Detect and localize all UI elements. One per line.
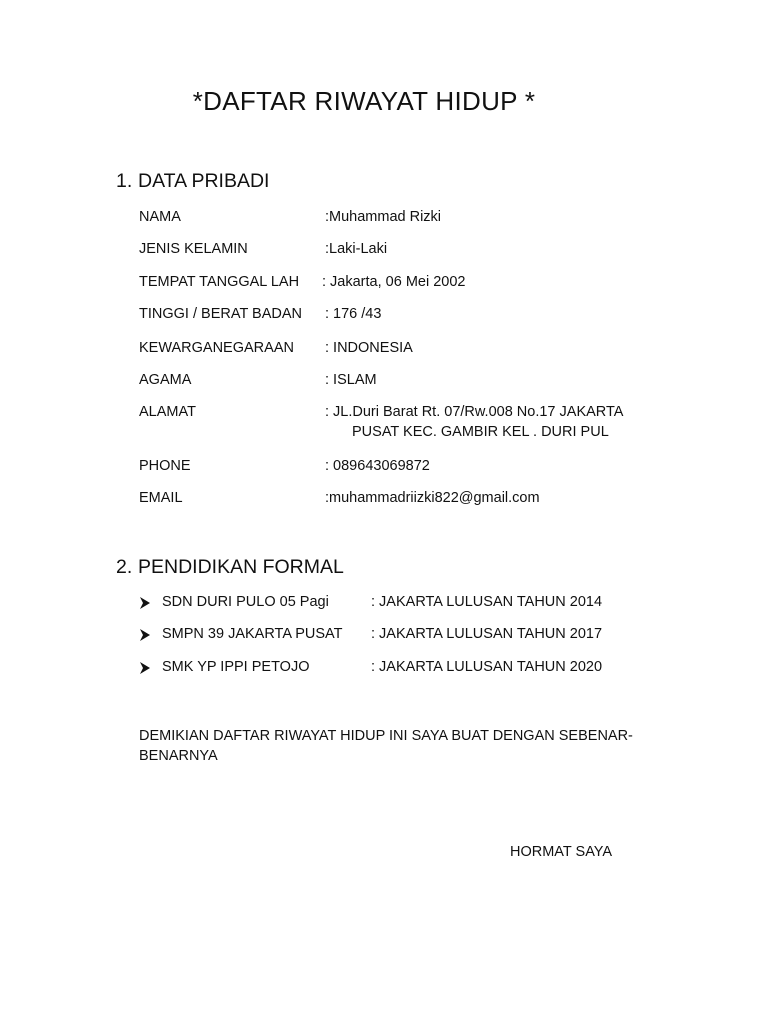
field-label: EMAIL: [139, 490, 183, 506]
field-value: : Jakarta, 06 Mei 2002: [322, 274, 466, 290]
education-school: SDN DURI PULO 05 Pagi: [162, 594, 329, 610]
arrowhead-bullet-icon: [139, 596, 151, 610]
field-value: :Laki-Laki: [325, 241, 388, 257]
field-value: :muhammadriizki822@gmail.com: [325, 490, 540, 506]
field-value: : 176 /43: [325, 306, 382, 322]
section-heading-pendidikan-formal: [116, 556, 344, 579]
document-title: *DAFTAR RIWAYAT HIDUP *: [192, 86, 536, 116]
field-value: : 089643069872: [325, 458, 430, 474]
field-label: TINGGI / BERAT BADAN: [139, 306, 303, 322]
signoff: HORMAT SAYA: [510, 844, 613, 860]
section-title: PENDIDIKAN FORMAL: [138, 556, 344, 578]
field-label: NAMA: [139, 209, 181, 225]
field-label: JENIS KELAMIN: [139, 241, 248, 257]
field-label: TEMPAT TANGGAL LAH: [139, 274, 300, 290]
section-title: DATA PRIBADI: [138, 170, 270, 192]
field-label: ALAMAT: [139, 404, 196, 420]
education-school: SMPN 39 JAKARTA PUSAT: [162, 626, 343, 642]
section-heading-data-pribadi: [116, 170, 269, 193]
arrowhead-bullet-icon: [139, 628, 151, 642]
field-value: : ISLAM: [325, 372, 377, 388]
section-number: 2.: [116, 556, 133, 578]
closing-statement: DEMIKIAN DAFTAR RIWAYAT HIDUP INI SAYA BUAT DENGAN SEBENAR-BENARNYA: [139, 728, 633, 764]
education-detail: : JAKARTA LULUSAN TAHUN 2020: [371, 659, 603, 675]
field-value-continuation: PUSAT KEC. GAMBIR KEL . DURI PUL: [352, 424, 609, 440]
section-number: 1.: [116, 170, 133, 192]
field-label: KEWARGANEGARAAN: [139, 340, 294, 356]
education-detail: : JAKARTA LULUSAN TAHUN 2014: [371, 594, 603, 610]
field-value: :Muhammad Rizki: [325, 209, 442, 225]
arrowhead-bullet-icon: [139, 661, 151, 675]
field-label: AGAMA: [139, 372, 192, 388]
field-value: : INDONESIA: [325, 340, 413, 356]
field-value: : JL.Duri Barat Rt. 07/Rw.008 No.17 JAKARTA: [325, 404, 624, 420]
education-school: SMK YP IPPI PETOJO: [162, 659, 310, 675]
education-detail: : JAKARTA LULUSAN TAHUN 2017: [371, 626, 603, 642]
field-label: PHONE: [139, 458, 191, 474]
